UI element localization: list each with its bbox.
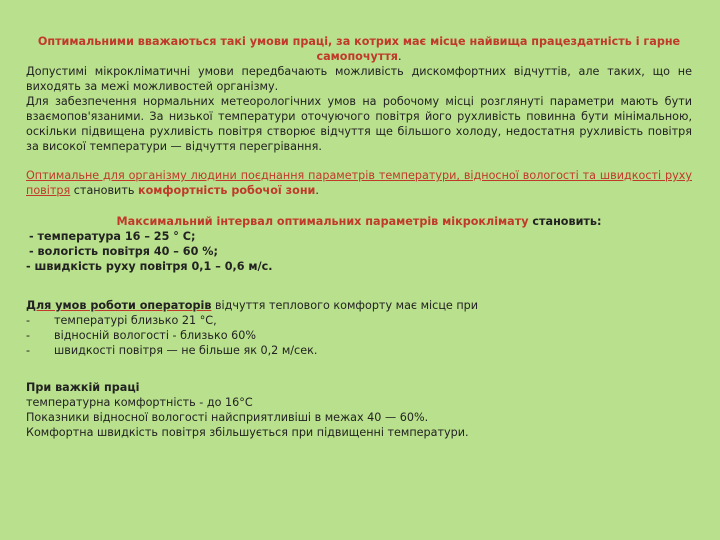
- operators-item-temperature: [26, 313, 692, 328]
- operators-lead: [26, 298, 692, 313]
- max-interval-humidity: - вологість повітря 40 – 60 %;: [29, 245, 218, 258]
- list-dash: -: [26, 329, 31, 342]
- operators-item-air-speed: [26, 343, 692, 358]
- intro-paragraph-1: Допустимі мікрокліматичні умови передбачають можливість дискомфортних відчуттів, але таких, що не виходять за межі можливостей організму.: [26, 65, 692, 93]
- heavy-work-air-speed: Комфортна швидкість повітря збільшується при підвищенні температури.: [26, 426, 469, 439]
- intro-title-dot: .: [398, 50, 402, 63]
- max-interval-air-speed: - швидкість руху повітря 0,1 – 0,6 м/с.: [26, 260, 273, 273]
- list-dash: -: [26, 314, 31, 327]
- comfort-dot: .: [315, 184, 319, 197]
- intro-paragraph-2: Для забезпечення нормальних метеорологічних умов на робочому місці розглянуті параметри мають бути взаємопов'язаними. За низької температури оточуючого повітря його рухливість повинна бути мінімальною, оскільки підвищена рухливість повітря створює відчуття ще більшого холоду, недостатня рухливість повітря за високої температури — відчуття перегрівання.: [26, 95, 692, 153]
- comfort-verb: становить: [70, 184, 138, 197]
- operators-lead-bold: Для умов роботи операторів: [26, 299, 212, 312]
- max-interval-title: [26, 214, 692, 229]
- comfort-term: комфортність робочої зони: [138, 184, 316, 197]
- operators-item-humidity: [26, 328, 692, 343]
- heavy-work-title: При важкій праці: [26, 381, 140, 394]
- max-interval-temperature: - температура 16 – 25 ° С;: [29, 230, 196, 243]
- heavy-work-humidity: Показники відносної вологості найсприятливіші в межах 40 — 60%.: [26, 411, 429, 424]
- max-interval-title-rest: становить:: [528, 215, 602, 228]
- comfort-definition: Оптимальне для організму людини поєднання параметрів температури, відносної вологості та швидкості руху повітря: [26, 169, 692, 197]
- list-item-text: відносній вологості - близько 60%: [54, 329, 256, 342]
- intro-title-line1: Оптимальними вважаються такі умови праці, за котрих має місце найвища працездатність і гарне: [37, 35, 681, 48]
- heavy-work-temperature: температурна комфортність - до 16°С: [26, 396, 253, 409]
- list-dash: -: [26, 344, 31, 357]
- list-item-text: температурі близько 21 °С,: [54, 314, 217, 327]
- intro-title: [26, 34, 692, 64]
- list-item-text: швидкості повітря — не більше як 0,2 м/сек.: [54, 344, 318, 357]
- intro-title-line2: самопочуття: [316, 50, 398, 63]
- comfort-paragraph: [26, 168, 692, 198]
- operators-lead-rest: відчуття теплового комфорту має місце при: [211, 299, 479, 312]
- max-interval-title-red: Максимальний інтервал оптимальних параметрів мікроклімату: [116, 215, 529, 228]
